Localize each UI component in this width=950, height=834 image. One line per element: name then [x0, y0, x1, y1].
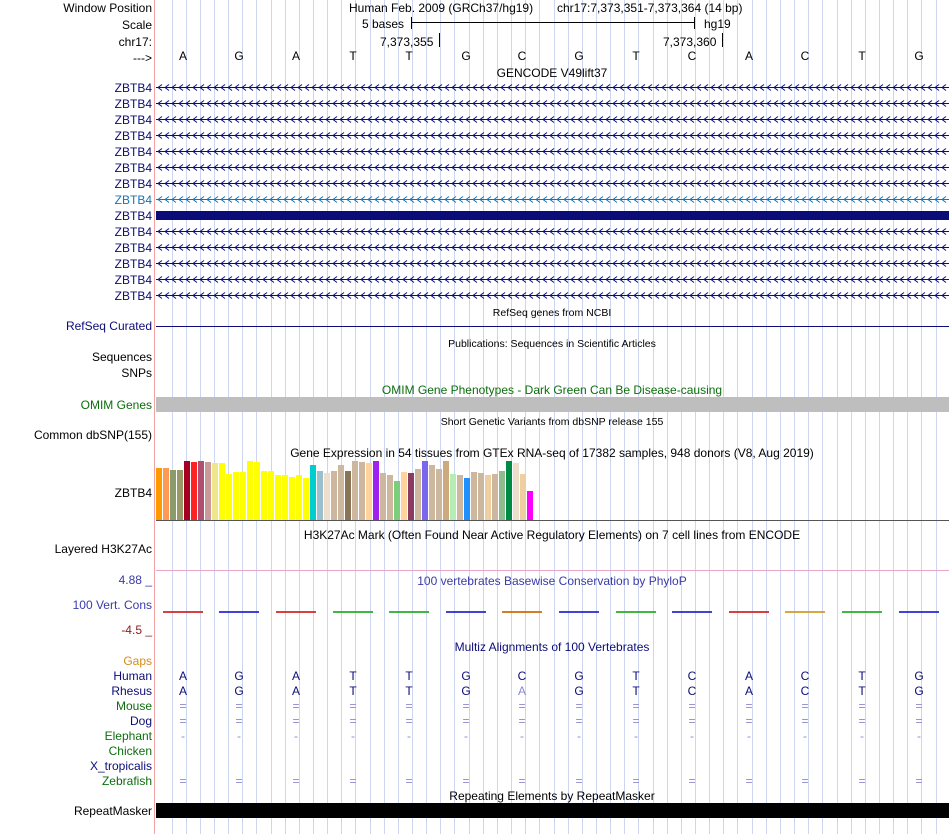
- multiz-base: -: [577, 729, 581, 743]
- gtex-tissue-bar[interactable]: [212, 463, 218, 521]
- scale-bar-left-tick: [411, 17, 412, 29]
- multiz-base: G: [914, 669, 924, 683]
- gencode-row-label[interactable]: ZBTB4: [114, 209, 152, 223]
- gtex-tissue-bar[interactable]: [499, 471, 505, 521]
- phylop-max-label: 4.88 _: [118, 573, 152, 587]
- multiz-base: T: [632, 669, 640, 683]
- scale-label: Scale: [121, 18, 152, 32]
- multiz-base: =: [915, 699, 923, 713]
- gtex-tissue-bar[interactable]: [450, 474, 456, 521]
- multiz-base: -: [294, 729, 298, 743]
- multiz-base: -: [917, 729, 921, 743]
- multiz-track-title: Multiz Alignments of 100 Vertebrates: [454, 640, 650, 654]
- ruler-tick-2-label: 7,373,360: [663, 35, 717, 49]
- gtex-tissue-bar[interactable]: [436, 469, 442, 521]
- gtex-tissue-bar[interactable]: [198, 461, 204, 521]
- gtex-tissue-bar[interactable]: [422, 461, 428, 521]
- multiz-base: =: [801, 774, 809, 788]
- gtex-tissue-bar[interactable]: [394, 481, 400, 521]
- gtex-tissue-bar[interactable]: [310, 465, 316, 521]
- gtex-tissue-bar[interactable]: [520, 474, 526, 521]
- phylop-score-mark[interactable]: [163, 611, 203, 613]
- gtex-tissue-bar[interactable]: [254, 462, 260, 521]
- multiz-base: =: [292, 699, 300, 713]
- gtex-tissue-bar[interactable]: [219, 463, 225, 521]
- position-text: chr17:7,373,351-7,373,364 (14 bp): [557, 1, 743, 15]
- gtex-tissue-bar[interactable]: [268, 471, 274, 521]
- gencode-row-label[interactable]: ZBTB4: [114, 225, 152, 239]
- gtex-tissue-bar[interactable]: [282, 475, 288, 521]
- phylop-score-mark[interactable]: [672, 611, 712, 613]
- gtex-tissue-bar[interactable]: [366, 463, 372, 521]
- gtex-tissue-bar[interactable]: [205, 462, 211, 521]
- gtex-tissue-bar[interactable]: [184, 461, 190, 521]
- multiz-base: =: [179, 714, 187, 728]
- multiz-base: C: [517, 669, 527, 683]
- gtex-tissue-bar[interactable]: [163, 468, 169, 521]
- phylop-score-mark[interactable]: [389, 611, 429, 613]
- phylop-score-mark[interactable]: [276, 611, 316, 613]
- gencode-row-label[interactable]: ZBTB4: [114, 289, 152, 303]
- multiz-base: =: [349, 699, 357, 713]
- gtex-baseline: [156, 520, 949, 521]
- base-letter: T: [405, 49, 413, 63]
- multiz-base: =: [575, 714, 583, 728]
- multiz-base: G: [914, 684, 924, 698]
- multiz-base: =: [518, 774, 526, 788]
- multiz-species-label[interactable]: Dog: [129, 714, 152, 728]
- gtex-tissue-bar[interactable]: [191, 462, 197, 521]
- gencode-intron-line[interactable]: [156, 83, 949, 92]
- phylop-track-title: 100 vertebrates Basewise Conservation by PhyloP: [417, 574, 687, 588]
- repeatmasker-track-title: Repeating Elements by RepeatMasker: [449, 789, 655, 803]
- gencode-row-label[interactable]: ZBTB4: [114, 161, 152, 175]
- base-letter: T: [632, 49, 640, 63]
- gtex-tissue-bar[interactable]: [478, 473, 484, 521]
- multiz-base: A: [178, 669, 187, 683]
- publications-snps-label[interactable]: SNPs: [121, 366, 152, 380]
- phylop-score-mark[interactable]: [842, 611, 882, 613]
- multiz-gaps-label[interactable]: Gaps: [123, 654, 152, 668]
- gtex-tissue-bar[interactable]: [513, 463, 519, 521]
- multiz-base: =: [801, 699, 809, 713]
- multiz-base: =: [688, 714, 696, 728]
- base-letter: G: [574, 49, 584, 63]
- gtex-tissue-bar[interactable]: [401, 472, 407, 521]
- multiz-base: T: [405, 669, 413, 683]
- gencode-row-label[interactable]: ZBTB4: [114, 257, 152, 271]
- phylop-score-mark[interactable]: [446, 611, 486, 613]
- base-letter: C: [517, 49, 527, 63]
- gtex-track-title: Gene Expression in 54 tissues from GTEx RNA-seq of 17382 samples, 948 donors (V8, Aug 2019): [290, 446, 814, 460]
- strand-label: --->: [133, 51, 152, 65]
- base-letter: C: [800, 49, 810, 63]
- gtex-tissue-bar[interactable]: [387, 475, 393, 521]
- multiz-base: A: [178, 684, 187, 698]
- multiz-base: =: [745, 714, 753, 728]
- gtex-tissue-bar[interactable]: [317, 471, 323, 521]
- gencode-intron-line[interactable]: [156, 115, 949, 124]
- gtex-tissue-bar[interactable]: [261, 471, 267, 521]
- multiz-base: =: [915, 774, 923, 788]
- publications-track-title: Publications: Sequences in Scientific Articles: [448, 338, 656, 350]
- base-letter: T: [349, 49, 357, 63]
- gencode-intron-line[interactable]: [156, 227, 949, 236]
- multiz-base: =: [405, 699, 413, 713]
- gtex-tissue-bar[interactable]: [303, 478, 309, 521]
- gtex-tissue-bar[interactable]: [324, 473, 330, 521]
- phylop-score-mark[interactable]: [333, 611, 373, 613]
- db-text: hg19: [704, 17, 731, 31]
- multiz-base: A: [517, 684, 526, 698]
- scale-text: 5 bases: [362, 17, 405, 31]
- repeatmasker-bar[interactable]: [156, 803, 949, 818]
- multiz-base: T: [632, 684, 640, 698]
- gencode-intron-line[interactable]: [156, 275, 949, 284]
- multiz-base: =: [349, 774, 357, 788]
- multiz-base: =: [858, 714, 866, 728]
- gtex-tissue-bar[interactable]: [380, 473, 386, 521]
- gencode-row-label[interactable]: ZBTB4: [114, 81, 152, 95]
- multiz-base: T: [349, 669, 357, 683]
- gencode-intron-line[interactable]: [156, 163, 949, 172]
- scale-bar: [411, 22, 695, 23]
- gencode-row-label[interactable]: ZBTB4: [114, 177, 152, 191]
- gtex-tissue-bar[interactable]: [492, 474, 498, 521]
- multiz-base: -: [407, 729, 411, 743]
- multiz-base: =: [462, 774, 470, 788]
- multiz-species-label[interactable]: Elephant: [104, 729, 152, 743]
- chrom-label: chr17:: [118, 35, 152, 49]
- gtex-tissue-bar[interactable]: [226, 474, 232, 521]
- multiz-base: A: [291, 669, 300, 683]
- refseq-gene-line[interactable]: [156, 326, 949, 327]
- multiz-base: -: [690, 729, 694, 743]
- gtex-tissue-bar[interactable]: [429, 465, 435, 521]
- gtex-tissue-bar[interactable]: [527, 491, 533, 521]
- multiz-base: T: [405, 684, 413, 698]
- dbsnp-track-title: Short Genetic Variants from dbSNP release 155: [440, 416, 664, 428]
- multiz-base: -: [181, 729, 185, 743]
- multiz-base: =: [292, 714, 300, 728]
- base-letter: G: [234, 49, 244, 63]
- gtex-tissue-bar[interactable]: [331, 471, 337, 521]
- gtex-tissue-bar[interactable]: [296, 475, 302, 521]
- ruler-tick-1: [439, 33, 440, 47]
- multiz-base: =: [688, 774, 696, 788]
- gtex-tissue-bar[interactable]: [457, 475, 463, 521]
- multiz-species-label[interactable]: Mouse: [115, 699, 152, 713]
- multiz-base: T: [858, 669, 866, 683]
- multiz-base: G: [574, 684, 584, 698]
- gencode-intron-line[interactable]: [156, 259, 949, 268]
- multiz-base: =: [462, 714, 470, 728]
- omim-label[interactable]: OMIM Genes: [80, 398, 152, 412]
- scale-bar-right-tick: [694, 17, 695, 29]
- multiz-base: =: [518, 699, 526, 713]
- multiz-base: -: [747, 729, 751, 743]
- multiz-base: =: [235, 714, 243, 728]
- gencode-row-label[interactable]: ZBTB4: [114, 145, 152, 159]
- multiz-base: T: [858, 684, 866, 698]
- phylop-score-mark[interactable]: [729, 611, 769, 613]
- gencode-intron-line[interactable]: [156, 291, 949, 300]
- gtex-tissue-bar[interactable]: [485, 475, 491, 521]
- repeatmasker-label[interactable]: RepeatMasker: [73, 804, 152, 818]
- gtex-tissue-bar[interactable]: [338, 465, 344, 521]
- gencode-row-label[interactable]: ZBTB4: [114, 241, 152, 255]
- base-letter: A: [178, 49, 187, 63]
- h3k27ac-signal-line[interactable]: [156, 570, 949, 571]
- base-letter: A: [291, 49, 300, 63]
- base-letter: T: [858, 49, 866, 63]
- multiz-species-label[interactable]: Chicken: [108, 744, 152, 758]
- omim-gene-bar[interactable]: [156, 397, 949, 412]
- gtex-tissue-bar[interactable]: [289, 477, 295, 521]
- multiz-base: G: [461, 669, 471, 683]
- multiz-base: =: [405, 774, 413, 788]
- gtex-tissue-bar[interactable]: [247, 461, 253, 521]
- gencode-intron-line[interactable]: [156, 195, 949, 204]
- gencode-intron-line[interactable]: [156, 179, 949, 188]
- multiz-species-label[interactable]: Human: [113, 669, 152, 683]
- multiz-base: -: [520, 729, 524, 743]
- multiz-base: -: [803, 729, 807, 743]
- phylop-score-mark[interactable]: [559, 611, 599, 613]
- phylop-score-mark[interactable]: [616, 611, 656, 613]
- gencode-intron-line[interactable]: [156, 243, 949, 252]
- gtex-tissue-bar[interactable]: [373, 461, 379, 521]
- multiz-base: G: [234, 669, 244, 683]
- multiz-base: G: [234, 684, 244, 698]
- gencode-intron-line[interactable]: [156, 131, 949, 140]
- gencode-track-title: GENCODE V49lift37: [496, 66, 608, 80]
- gtex-tissue-bar[interactable]: [233, 472, 239, 521]
- gencode-intron-line[interactable]: [156, 99, 949, 108]
- multiz-species-label[interactable]: Rhesus: [111, 684, 152, 698]
- gencode-row-label[interactable]: ZBTB4: [114, 193, 152, 207]
- multiz-base: =: [575, 774, 583, 788]
- phylop-label[interactable]: 100 Vert. Cons: [72, 598, 152, 612]
- gtex-tissue-bar[interactable]: [177, 470, 183, 521]
- h3k27ac-track-title: H3K27Ac Mark (Often Found Near Active Regulatory Elements) on 7 cell lines from ENCODE: [303, 528, 801, 542]
- multiz-species-label[interactable]: Zebrafish: [101, 774, 152, 788]
- multiz-base: =: [745, 699, 753, 713]
- gencode-intron-line[interactable]: [156, 147, 949, 156]
- multiz-base: =: [632, 774, 640, 788]
- base-letter: G: [461, 49, 471, 63]
- gtex-tissue-bar[interactable]: [345, 471, 351, 521]
- multiz-base: =: [858, 774, 866, 788]
- gtex-tissue-bar[interactable]: [240, 472, 246, 521]
- multiz-base: =: [745, 774, 753, 788]
- ruler-tick-1-label: 7,373,355: [380, 35, 434, 49]
- gencode-row-label[interactable]: ZBTB4: [114, 97, 152, 111]
- gtex-tissue-bar[interactable]: [443, 461, 449, 521]
- base-letter: G: [914, 49, 924, 63]
- multiz-base: =: [801, 714, 809, 728]
- h3k27ac-label[interactable]: Layered H3K27Ac: [54, 542, 152, 556]
- multiz-base: =: [518, 714, 526, 728]
- gtex-tissue-bar[interactable]: [471, 472, 477, 521]
- multiz-base: A: [744, 669, 753, 683]
- multiz-base: C: [687, 684, 697, 698]
- multiz-base: -: [351, 729, 355, 743]
- gencode-exon-bar[interactable]: [156, 211, 949, 220]
- multiz-base: =: [915, 714, 923, 728]
- gtex-tissue-bar[interactable]: [156, 468, 162, 521]
- gencode-row-label[interactable]: ZBTB4: [114, 129, 152, 143]
- multiz-base: C: [687, 669, 697, 683]
- multiz-base: C: [800, 669, 810, 683]
- omim-track-title: OMIM Gene Phenotypes - Dark Green Can Be Disease-causing: [381, 383, 723, 397]
- ruler-tick-2: [722, 33, 723, 47]
- multiz-base: =: [688, 699, 696, 713]
- multiz-base: A: [291, 684, 300, 698]
- multiz-base: =: [235, 774, 243, 788]
- multiz-base: G: [461, 684, 471, 698]
- publications-sequences-label[interactable]: Sequences: [91, 350, 152, 364]
- multiz-base: T: [349, 684, 357, 698]
- gencode-row-label[interactable]: ZBTB4: [114, 273, 152, 287]
- phylop-score-mark[interactable]: [502, 611, 542, 613]
- multiz-base: =: [462, 699, 470, 713]
- multiz-base: =: [179, 774, 187, 788]
- multiz-base: =: [179, 699, 187, 713]
- multiz-base: -: [860, 729, 864, 743]
- multiz-base: A: [744, 684, 753, 698]
- multiz-base: -: [464, 729, 468, 743]
- gtex-tissue-bar[interactable]: [506, 461, 512, 521]
- gtex-tissue-bar[interactable]: [359, 462, 365, 521]
- gencode-row-label[interactable]: ZBTB4: [114, 113, 152, 127]
- multiz-base: G: [574, 669, 584, 683]
- base-letter: C: [687, 49, 697, 63]
- multiz-base: =: [235, 699, 243, 713]
- multiz-base: -: [237, 729, 241, 743]
- multiz-base: C: [800, 684, 810, 698]
- base-letter: A: [744, 49, 753, 63]
- multiz-base: -: [634, 729, 638, 743]
- multiz-base: =: [405, 714, 413, 728]
- refseq-label[interactable]: RefSeq Curated: [65, 319, 152, 333]
- multiz-base: =: [632, 699, 640, 713]
- gtex-tissue-bar[interactable]: [408, 473, 414, 521]
- gtex-tissue-bar[interactable]: [415, 469, 421, 521]
- gtex-label[interactable]: ZBTB4: [114, 486, 152, 500]
- refseq-track-title: RefSeq genes from NCBI: [492, 307, 612, 319]
- gtex-tissue-bar[interactable]: [352, 461, 358, 521]
- multiz-species-label[interactable]: X_tropicalis: [89, 759, 152, 773]
- gtex-tissue-bar[interactable]: [170, 470, 176, 521]
- assembly-title: Human Feb. 2009 (GRCh37/hg19): [349, 1, 534, 15]
- gtex-tissue-bar[interactable]: [464, 478, 470, 521]
- dbsnp-label[interactable]: Common dbSNP(155): [33, 428, 152, 442]
- multiz-base: =: [349, 714, 357, 728]
- phylop-score-mark[interactable]: [219, 611, 259, 613]
- multiz-base: =: [575, 699, 583, 713]
- multiz-base: =: [858, 699, 866, 713]
- phylop-score-mark[interactable]: [899, 611, 939, 613]
- window-position-label: Window Position: [63, 1, 152, 15]
- multiz-base: =: [632, 714, 640, 728]
- multiz-base: =: [292, 774, 300, 788]
- gtex-bar-chart[interactable]: [156, 461, 536, 521]
- gtex-tissue-bar[interactable]: [275, 475, 281, 521]
- phylop-min-label: -4.5 _: [121, 623, 152, 637]
- phylop-score-mark[interactable]: [785, 611, 825, 613]
